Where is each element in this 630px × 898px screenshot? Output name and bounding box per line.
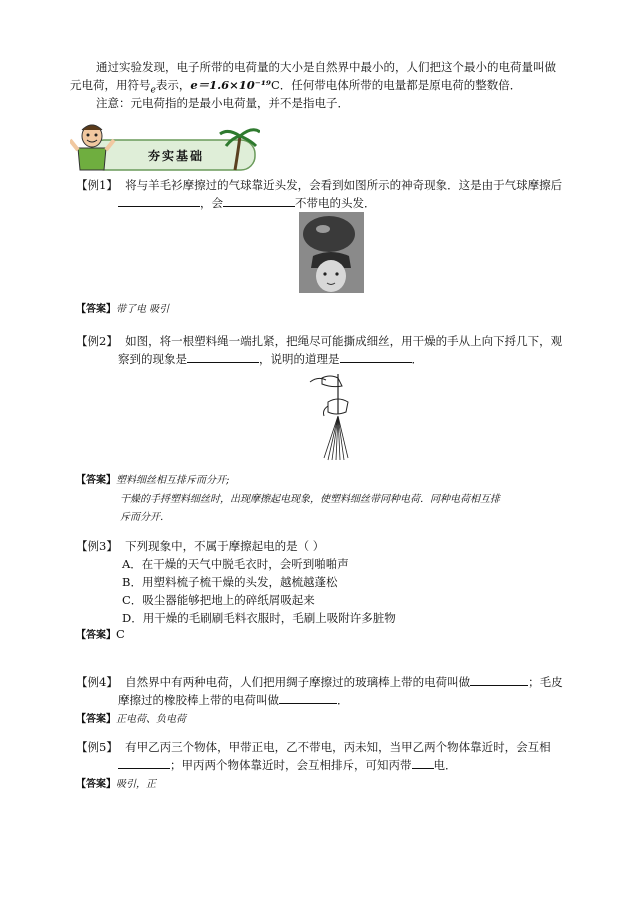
answer-text: 带了电 吸引 (116, 304, 170, 315)
ex1-text: 不带电的头发． (295, 196, 376, 210)
ex2-text: ． (411, 352, 423, 366)
ex1-text: ，会 (200, 196, 223, 210)
intro-line-1: 通过实验发现，电子所带的电荷量的大小是自然界中最小的，人们把这个最小的电荷量叫做 (96, 60, 556, 74)
intro-text: 元电荷，用符号 (70, 78, 151, 92)
answer-text: C (116, 627, 125, 641)
answer-blank[interactable] (223, 194, 295, 207)
ex2-answer-line-3: 斥而分开． (120, 512, 170, 523)
ex2-line-1 (76, 332, 562, 350)
section-banner (70, 122, 260, 172)
ex1-answer (76, 300, 169, 315)
ex1-line-1 (76, 176, 562, 194)
ex2-answer-line-2: 干燥的手捋塑料细丝时，出现摩擦起电现象，使塑料细丝带同种电荷．同种电荷相互排 (120, 494, 500, 505)
answer-text: 塑料细丝相互排斥而分开; (116, 475, 230, 486)
ex4-text: 自然界中有两种电荷，人们把用绸子摩擦过的玻璃棒上带的电荷叫做 (125, 675, 471, 689)
ex1-text: 将与羊毛衫摩擦过的气球靠近头发，会看到如图所示的神奇现象．这是由于气球摩擦后 (125, 178, 563, 192)
ex3-text: 下列现象中，不属于摩擦起电的是（ ） (125, 539, 325, 553)
ex4-answer (76, 710, 186, 725)
ex2-answer (76, 471, 229, 486)
intro-text: 表示， (155, 78, 191, 92)
ex4-text: 摩擦过的橡胶棒上带的电荷叫做 (118, 693, 279, 707)
ex2-text: ，说明的道理是 (259, 352, 340, 366)
plastic-rope-figure (308, 372, 358, 462)
answer-text: 吸引，正 (116, 779, 156, 790)
ex5-text: 有甲乙丙三个物体，甲带正电，乙不带电，丙未知，当甲乙两个物体靠近时，会互相 (125, 740, 551, 754)
answer-tag: 【答案】 (76, 475, 116, 486)
answer-tag: 【答案】 (76, 779, 116, 790)
answer-tag: 【答案】 (76, 714, 116, 725)
answer-blank[interactable] (340, 350, 412, 363)
symbol-e: e (150, 85, 156, 96)
ex5-text: 电． (433, 758, 457, 772)
ex4-text: ；毛皮 (528, 675, 563, 689)
ex1-line-2 (118, 194, 376, 212)
ex2-text: 如图，将一根塑料绳一端扎紧，把绳尽可能撕成细丝，用干燥的手从上向下捋几下，观 (125, 334, 563, 348)
ex4-tag: 【例4】 (76, 675, 118, 689)
ex3-stem (76, 537, 324, 555)
intro-note: 注意：元电荷指的是最小电荷量，并不是指电子． (96, 96, 349, 110)
intro-text: C．任何带电体所带的电量都是原电荷的整数倍． (270, 78, 522, 92)
ex5-line-2 (118, 756, 457, 774)
ex4-line-2 (118, 691, 349, 709)
ex3-answer (76, 626, 125, 641)
ex5-answer (76, 775, 156, 790)
answer-blank[interactable] (187, 350, 259, 363)
ex4-line-1 (76, 673, 563, 691)
answer-blank[interactable] (470, 673, 528, 686)
ex4-text: ． (337, 693, 349, 707)
ex3-tag: 【例3】 (76, 539, 118, 553)
ex5-tag: 【例5】 (76, 740, 118, 754)
answer-blank[interactable] (279, 691, 337, 704)
ex2-text: 察到的现象是 (118, 352, 187, 366)
ex5-text: ；甲丙两个物体靠近时，会互相排斥，可知丙带 (170, 758, 412, 772)
ex1-tag: 【例1】 (76, 178, 118, 192)
balloon-hair-photo (299, 212, 364, 293)
charge-formula: e＝1.6×10⁻¹⁹ (190, 78, 271, 92)
ex2-tag: 【例2】 (76, 334, 118, 348)
balloon-hair-image (299, 212, 364, 293)
answer-blank[interactable] (118, 756, 170, 769)
ex3-option-a[interactable]: A．在干燥的天气中脱毛衣时，会听到啪啪声 (122, 557, 349, 571)
answer-tag: 【答案】 (76, 630, 116, 641)
ex3-option-d[interactable]: D．用干燥的毛刷刷毛料衣服时，毛刷上吸附许多脏物 (122, 611, 396, 625)
ex2-line-2 (118, 350, 423, 368)
ex3-option-c[interactable]: C．吸尘器能够把地上的碎纸屑吸起来 (122, 593, 315, 607)
answer-text: 正电荷、负电荷 (116, 714, 186, 725)
answer-tag: 【答案】 (76, 304, 116, 315)
answer-blank[interactable] (412, 756, 434, 769)
rope-hand-image (308, 372, 358, 462)
ex5-line-1 (76, 738, 551, 756)
answer-blank[interactable] (118, 194, 200, 207)
section-title: 夯实基础 (148, 149, 205, 163)
ex3-option-b[interactable]: B．用塑料梳子梳干燥的头发，越梳越蓬松 (122, 575, 338, 589)
